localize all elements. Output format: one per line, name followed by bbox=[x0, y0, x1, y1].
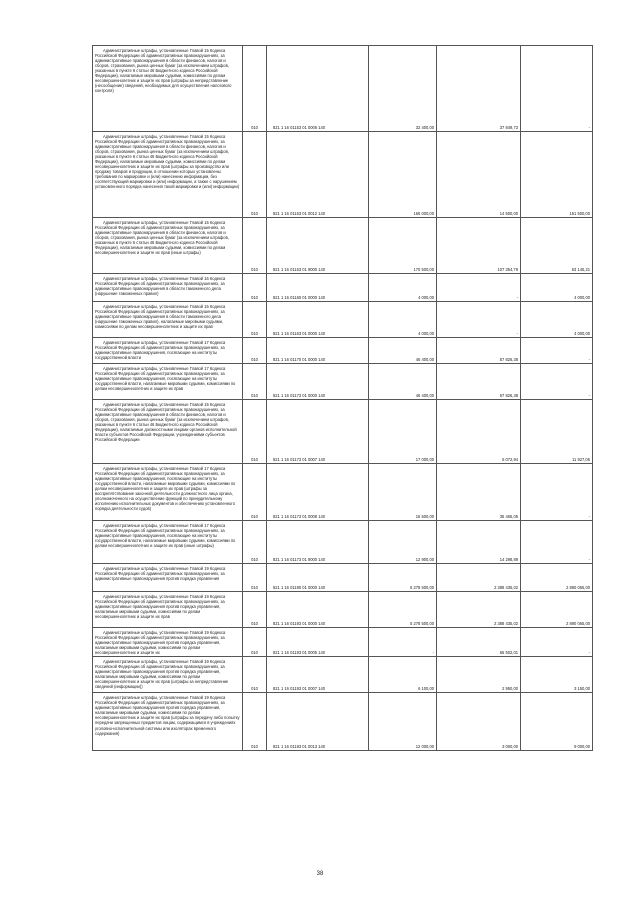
row-unexecuted-amount: 63 145,21 bbox=[521, 218, 593, 274]
row-approved-amount: 12 900,00 bbox=[369, 521, 437, 564]
row-code: 010 bbox=[243, 364, 267, 400]
row-description: Административные штрафы, установленные Главой 19 Кодекса Российской Федерации об административных правонарушениях, за административные правонарушения против порядка управления, налагаемые мировыми судьями, комиссиями по делам несовершеннолетних и защите их прав (штрафы за непредставление сведений (информации)) bbox=[93, 657, 243, 693]
row-approved-amount: 165 000,00 bbox=[369, 132, 437, 218]
table-row bbox=[93, 464, 593, 521]
row-unexecuted-amount: - bbox=[521, 464, 593, 521]
row-budget-code: 821 1 16 01190 01 0000 140 bbox=[267, 564, 369, 592]
row-budget-code: 821 1 16 01163 01 0000 140 bbox=[267, 302, 369, 338]
row-approved-amount: 4 000,00 bbox=[369, 302, 437, 338]
row-approved-amount: 170 500,00 bbox=[369, 218, 437, 274]
table-row bbox=[93, 521, 593, 564]
row-unexecuted-amount: - bbox=[521, 46, 593, 132]
table-row bbox=[93, 132, 593, 218]
table-row bbox=[93, 46, 593, 132]
row-budget-code: 821 1 16 01193 01 0007 140 bbox=[267, 657, 369, 693]
row-code: 010 bbox=[243, 628, 267, 657]
row-executed-amount: 65 502,01 bbox=[437, 628, 521, 657]
row-description: Административные штрафы, установленные Главой 17 Кодекса Российской Федерации об административных правонарушениях, за административные правонарушения, посягающие на институты государственной власти, налагаемые мировыми судьями, комиссиями по делам несовершеннолетних и защите их прав bbox=[93, 364, 243, 400]
row-code: 010 bbox=[243, 657, 267, 693]
row-code: 010 bbox=[243, 521, 267, 564]
row-executed-amount: 2 388 435,02 bbox=[437, 592, 521, 628]
row-approved-amount: 16 500,00 bbox=[369, 464, 437, 521]
table-row bbox=[93, 628, 593, 657]
row-code: 010 bbox=[243, 592, 267, 628]
table-row bbox=[93, 693, 593, 751]
row-description: Административные штрафы, установленные Главой 15 Кодекса Российской Федерации об административных правонарушениях, за административные правонарушения в области финансов, налогов и сборов, страхования, рынка ценных бумаг (за исключением штрафов, указанных в пункте 6 статьи 46 Бюджетного кодекса Российской Федерации), налагаемые мировыми судьями, комиссиями по делам несовершеннолетних и защите их прав (штрафы за производство или продажу товаров и продукции, в отношении которых установлены требования по маркировке и (или) нанесению информации, без соответствующей маркировки и (или) информации, а также с нарушением установленного порядка нанесения такой маркировки и (или) информации) bbox=[93, 132, 243, 218]
row-executed-amount: 2 950,00 bbox=[437, 657, 521, 693]
row-approved-amount: 46 400,00 bbox=[369, 364, 437, 400]
row-approved-amount: 46 400,00 bbox=[369, 338, 437, 364]
table-row bbox=[93, 400, 593, 464]
row-description: Административные штрафы, установленные Главой 19 Кодекса Российской Федерации об административных правонарушениях, за административные правонарушения против порядка управления, налагаемые мировыми судьями, комиссиями по делам несовершеннолетних и защите их прав (штрафы за передачу либо попытку передачи запрещенных предметов лицам, содержащимся в учреждениях уголовно-исполнительной системы или изоляторах временного содержания) bbox=[93, 693, 243, 751]
row-unexecuted-amount: 2 890 065,00 bbox=[521, 592, 593, 628]
row-budget-code: 821 1 16 01160 01 0000 140 bbox=[267, 274, 369, 302]
table-row bbox=[93, 218, 593, 274]
row-description: Административные штрафы, установленные Главой 17 Кодекса Российской Федерации об административных правонарушениях, за административные правонарушения, посягающие на институты государственной власти, налагаемые мировыми судьями, комиссиями по делам несовершеннолетних и защите их прав (штрафы за воспрепятствование законной деятельности должностного лица органа, уполномоченного на осуществление функций по принудительному исполнению исполнительных документов и обеспечению установленного порядка деятельности судов) bbox=[93, 464, 243, 521]
row-budget-code: 821 1 16 01173 01 0007 140 bbox=[267, 400, 369, 464]
row-approved-amount: 12 000,00 bbox=[369, 693, 437, 751]
row-code: 010 bbox=[243, 464, 267, 521]
row-code: 010 bbox=[243, 218, 267, 274]
row-approved-amount: 4 000,00 bbox=[369, 274, 437, 302]
row-approved-amount: 17 000,00 bbox=[369, 400, 437, 464]
row-description: Административные штрафы, установленные Главой 16 Кодекса Российской Федерации об административных правонарушениях, за административные правонарушения в области таможенного дела (нарушение таможенных правил), налагаемые мировыми судьями, комиссиями по делам несовершеннолетних и защите их прав bbox=[93, 302, 243, 338]
row-unexecuted-amount: 4 000,00 bbox=[521, 274, 593, 302]
row-budget-code: 821 1 16 01153 01 0006 140 bbox=[267, 46, 369, 132]
row-description: Административные штрафы, установленные Главой 19 Кодекса Российской Федерации об административных правонарушениях, за административные правонарушения против порядка управления bbox=[93, 564, 243, 592]
row-budget-code: 821 1 16 01173 01 0008 140 bbox=[267, 464, 369, 521]
row-executed-amount: 2 388 435,02 bbox=[437, 564, 521, 592]
row-unexecuted-amount: - bbox=[521, 521, 593, 564]
row-executed-amount: 5 072,94 bbox=[437, 400, 521, 464]
row-executed-amount: 3 000,00 bbox=[437, 693, 521, 751]
row-executed-amount: 107 354,79 bbox=[437, 218, 521, 274]
page-number: 38 bbox=[316, 871, 324, 877]
row-code: 010 bbox=[243, 302, 267, 338]
row-budget-code: 821 1 16 01153 01 9000 140 bbox=[267, 218, 369, 274]
row-budget-code: 821 1 16 01173 01 0000 140 bbox=[267, 364, 369, 400]
row-unexecuted-amount: 2 890 065,00 bbox=[521, 564, 593, 592]
table-row bbox=[93, 302, 593, 338]
row-code: 010 bbox=[243, 274, 267, 302]
row-unexecuted-amount: - bbox=[521, 338, 593, 364]
table-row bbox=[93, 274, 593, 302]
table-row bbox=[93, 592, 593, 628]
row-code: 010 bbox=[243, 132, 267, 218]
revenue-table-body bbox=[93, 46, 593, 751]
row-executed-amount: - bbox=[437, 274, 521, 302]
row-executed-amount: 14 500,00 bbox=[437, 132, 521, 218]
row-unexecuted-amount: 4 000,00 bbox=[521, 302, 593, 338]
row-unexecuted-amount: - bbox=[521, 628, 593, 657]
row-unexecuted-amount: 3 150,00 bbox=[521, 657, 593, 693]
row-approved-amount: 6 100,00 bbox=[369, 657, 437, 693]
row-code: 010 bbox=[243, 338, 267, 364]
row-budget-code: 821 1 16 01153 01 0012 140 bbox=[267, 132, 369, 218]
revenue-table bbox=[92, 45, 593, 751]
row-approved-amount: 5 278 500,00 bbox=[369, 592, 437, 628]
table-row bbox=[93, 364, 593, 400]
row-code: 010 bbox=[243, 46, 267, 132]
row-description: Административные штрафы, установленные Главой 17 Кодекса Российской Федерации об административных правонарушениях, за административные правонарушения, посягающие на институты государственной власти, налагаемые мировыми судьями, комиссиями по делам несовершеннолетних и защите их прав (иные штрафы) bbox=[93, 521, 243, 564]
row-description: Административные штрафы, установленные Главой 15 Кодекса Российской Федерации об административных правонарушениях, за административные правонарушения в области финансов, налогов и сборов, страхования, рынка ценных бумаг (за исключением штрафов, указанных в пункте 6 статьи 46 Бюджетного кодекса Российской Федерации), налагаемые мировыми судьями, комиссиями по делам несовершеннолетних и защите их прав (иные штрафы) bbox=[93, 218, 243, 274]
row-executed-amount: 57 826,38 bbox=[437, 364, 521, 400]
row-code: 010 bbox=[243, 693, 267, 751]
row-executed-amount: 57 826,38 bbox=[437, 338, 521, 364]
row-code: 010 bbox=[243, 400, 267, 464]
row-unexecuted-amount: 9 000,00 bbox=[521, 693, 593, 751]
table-row bbox=[93, 564, 593, 592]
row-budget-code: 821 1 16 01173 01 9000 140 bbox=[267, 521, 369, 564]
row-approved-amount: - bbox=[369, 628, 437, 657]
row-budget-code: 821 1 16 01193 01 0005 140 bbox=[267, 628, 369, 657]
row-description: Административные штрафы, установленные Главой 19 Кодекса Российской Федерации об административных правонарушениях, за административные правонарушения против порядка управления, налагаемые мировыми судьями, комиссиями по делам несовершеннолетних и защите их прав bbox=[93, 592, 243, 628]
table-row bbox=[93, 338, 593, 364]
row-approved-amount: 32 400,00 bbox=[369, 46, 437, 132]
row-description: Административные штрафы, установленные Главой 17 Кодекса Российской Федерации об административных правонарушениях, за административные правонарушения, посягающие на институты государственной власти bbox=[93, 338, 243, 364]
row-description: Административные штрафы, установленные Главой 16 Кодекса Российской Федерации об административных правонарушениях, за административные правонарушения в области таможенного дела (нарушение таможенных правил) bbox=[93, 274, 243, 302]
row-budget-code: 821 1 16 01193 01 0000 140 bbox=[267, 592, 369, 628]
row-executed-amount: 37 849,73 bbox=[437, 46, 521, 132]
row-executed-amount: 14 298,89 bbox=[437, 521, 521, 564]
row-executed-amount: - bbox=[437, 302, 521, 338]
row-unexecuted-amount: 151 500,00 bbox=[521, 132, 593, 218]
row-approved-amount: 5 278 500,00 bbox=[369, 564, 437, 592]
row-budget-code: 821 1 16 01193 01 0013 140 bbox=[267, 693, 369, 751]
row-code: 010 bbox=[243, 564, 267, 592]
row-description: Административные штрафы, установленные Главой 19 Кодекса Российской Федерации об административных правонарушениях, за административные правонарушения против порядка управления, налагаемые мировыми судьями, комиссиями по делам несовершеннолетних и защите их bbox=[93, 628, 243, 657]
row-unexecuted-amount: 11 927,06 bbox=[521, 400, 593, 464]
table-row bbox=[93, 657, 593, 693]
row-executed-amount: 35 465,05 bbox=[437, 464, 521, 521]
row-description: Административные штрафы, установленные Главой 15 Кодекса Российской Федерации об административных правонарушениях, за административные правонарушения в области финансов, налогов и сборов, страхования, рынка ценных бумаг (за исключением штрафов, указанных в пункте 6 статьи 46 Бюджетного кодекса Российской Федерации), налагаемые мировыми судьями, комиссиями по делам несовершеннолетних и защите их прав (штрафы за непредставление (несообщение) сведений, необходимых для осуществления налогового контроля) bbox=[93, 46, 243, 132]
row-description: Административные штрафы, установленные Главой 15 Кодекса Российской Федерации об административных правонарушениях, за административные правонарушения в области финансов, налогов и сборов, страхования, рынка ценных бумаг (за исключением штрафов, указанных в пункте 6 статьи 46 Бюджетного кодекса Российской Федерации), налагаемые должностными лицами органов исполнительной власти субъектов Российской Федерации, учреждениями субъектов Российской Федерации bbox=[93, 400, 243, 464]
row-unexecuted-amount: - bbox=[521, 364, 593, 400]
row-budget-code: 821 1 16 01170 01 0000 140 bbox=[267, 338, 369, 364]
